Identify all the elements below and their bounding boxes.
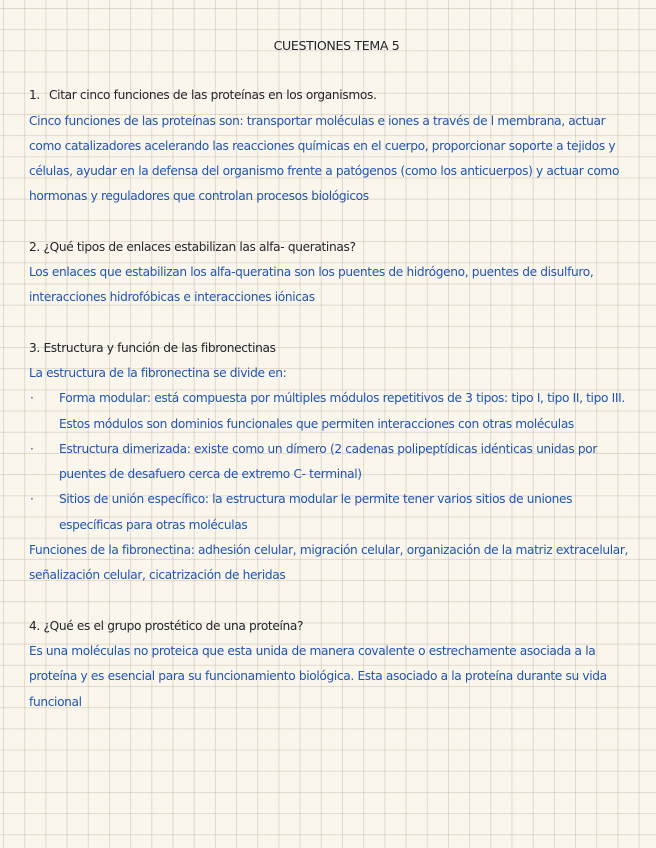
list-item — [29, 487, 634, 538]
spacer — [29, 589, 634, 614]
list-item-text: Forma modular: está compuesta por múltiples módulos repetitivos de 3 tipos: tipo I, tipo II, tipo III. Estos módulos son dominios funcionales que permiten interacciones con otras moléculas — [59, 391, 625, 431]
answer-1: Cinco funciones de las proteínas son: transportar moléculas e iones a través de l membrana, actuar como catalizadores acelerando las reacciones químicas en el cuerpo, proporcionar soporte a tejidos y células, ayudar en la defensa del organismo frente a patógenos (como los anticuerpos) y actuar como hormonas y reguladores que controlan procesos biológicos — [29, 113, 620, 204]
list-item — [29, 386, 634, 437]
question-2: 2. ¿Qué tipos de enlaces estabilizan las alfa- queratinas? — [29, 239, 356, 254]
question-1 — [29, 83, 634, 108]
question-1-number: 1. — [29, 88, 40, 103]
list-item-text: Sitios de unión específico: la estructura modular le permite tener varios sitios de uniones específicas para otras moléculas — [59, 492, 573, 532]
answer-4: Es una moléculas no proteica que esta unida de manera covalente o estrechamente asociada a la proteína y es esencial para su funcionamiento biológica. Esta asociado a la proteína durante su vida funcional — [29, 643, 607, 709]
question-3: 3. Estructura y función de las fibronectinas — [29, 340, 276, 355]
list-item — [29, 437, 634, 488]
bullet-dot: · — [30, 441, 34, 456]
answer-2: Los enlaces que estabilizan los alfa-queratina son los puentes de hidrógeno, puentes de disulfuro, interacciones hidrofóbicas e interacciones iónicas — [29, 265, 594, 305]
notes-page — [29, 33, 634, 715]
bullet-dot: · — [30, 492, 34, 507]
question-4: 4. ¿Qué es el grupo prostético de una proteína? — [29, 618, 304, 633]
spacer — [29, 58, 634, 83]
answer-3-bullet-list — [29, 386, 634, 538]
answer-3-intro: La estructura de la fibronectina se divide en: — [29, 365, 287, 380]
bullet-dot: · — [30, 391, 34, 406]
question-1-text: Citar cinco funciones de las proteínas en los organismos. — [49, 88, 377, 103]
list-item-text: Estructura dimerizada: existe como un dímero (2 cadenas polipeptídicas idénticas unidas por puentes de desafuero cerca de extremo C- terminal) — [59, 441, 598, 482]
spacer — [29, 311, 634, 336]
answer-3-functions: Funciones de la fibronectina: adhesión celular, migración celular, organización de la matriz extracelular, señalización celular, cicatrización de heridas — [29, 543, 629, 583]
spacer — [29, 210, 634, 235]
page-title: CUESTIONES TEMA 5 — [273, 38, 400, 53]
